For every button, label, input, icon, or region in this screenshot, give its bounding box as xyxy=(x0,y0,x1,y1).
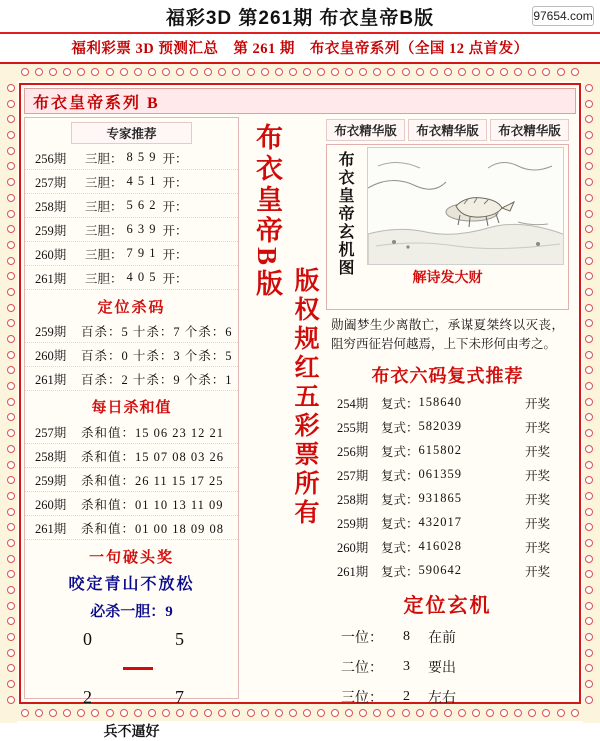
row-value: 931865 xyxy=(418,491,463,505)
row-period: 260期 xyxy=(35,348,67,363)
content-frame xyxy=(19,83,581,740)
row-value: 杀和值：15 06 23 12 21 xyxy=(81,425,225,440)
row-period: 254期 xyxy=(337,396,369,411)
right-column xyxy=(323,117,572,706)
row-label: 复式： xyxy=(381,540,419,555)
page-subtitle: 福利彩票 3D 预测汇总 第 261 期 布衣皇帝系列（全国 12 点首发） xyxy=(0,34,600,60)
row-label: 三胆： xyxy=(85,175,123,190)
row-value: 5 6 2 xyxy=(126,198,157,212)
row-label: 复式： xyxy=(381,564,419,579)
row-period: 261期 xyxy=(35,271,67,286)
grid-number: 7 xyxy=(175,687,184,707)
row-value: 432017 xyxy=(418,515,463,529)
xuanji-chart-box xyxy=(326,144,569,310)
list-item xyxy=(323,439,572,463)
row-period: 259期 xyxy=(35,324,67,339)
row-number: 8 xyxy=(403,628,410,644)
expert-heading: 专家推荐 xyxy=(71,122,192,144)
chart-caption: 解诗发大财 xyxy=(412,271,483,286)
list-item xyxy=(323,622,572,652)
row-word: 要出 xyxy=(428,660,456,676)
row-number: 2 xyxy=(403,688,410,704)
row-value: 百杀：0 十杀：3 个杀：5 xyxy=(81,348,233,363)
list-item xyxy=(25,420,238,444)
list-item xyxy=(25,170,238,194)
row-label: 复式： xyxy=(381,468,419,483)
row-value: 590642 xyxy=(418,563,463,577)
tab-jinghua-1[interactable]: 布衣精华版 xyxy=(326,119,405,141)
row-tail: 开： xyxy=(162,271,188,286)
row-label: 三胆： xyxy=(85,271,123,286)
row-period: 257期 xyxy=(35,175,67,190)
row-label: 复式： xyxy=(381,444,419,459)
row-word: 在前 xyxy=(428,630,456,646)
row-label: 三胆： xyxy=(85,199,123,214)
must-kill-value: 9 xyxy=(165,604,173,620)
row-value: 061359 xyxy=(418,467,463,481)
tab-jinghua-2[interactable]: 布衣精华版 xyxy=(408,119,487,141)
list-item xyxy=(25,444,238,468)
row-label: 复式： xyxy=(381,396,419,411)
row-open-label: 开奖 xyxy=(524,420,550,435)
row-period: 257期 xyxy=(35,425,67,440)
row-period: 255期 xyxy=(337,420,369,435)
list-item xyxy=(323,559,572,583)
list-item xyxy=(25,194,238,218)
row-period: 261期 xyxy=(35,372,67,387)
row-label: 三胆： xyxy=(85,247,123,262)
grid-number: 2 xyxy=(83,687,92,707)
row-period: 260期 xyxy=(35,247,67,262)
row-period: 259期 xyxy=(35,473,67,488)
row-value: 8 5 9 xyxy=(126,150,157,164)
row-period: 256期 xyxy=(337,444,369,459)
row-value: 杀和值：26 11 15 17 25 xyxy=(81,473,224,488)
list-item xyxy=(25,516,238,540)
vertical-title-copyright: 版权规红五彩票所有 xyxy=(291,267,318,528)
bottom-slogan: 兵不逼好 xyxy=(103,725,160,740)
row-period: 256期 xyxy=(35,151,67,166)
row-open-label: 开奖 xyxy=(524,564,550,579)
row-period: 261期 xyxy=(35,521,67,536)
row-open-label: 开奖 xyxy=(524,540,550,555)
vertical-title-main: 布衣皇帝B版 xyxy=(252,123,282,301)
dingwei-xuanji-list xyxy=(323,622,572,712)
list-item xyxy=(323,415,572,439)
oracle-poem: 勋阖梦生少离散亡，承谋夏桀终以灭丧，阻穷西征岩何越焉，上下未形何由考之。 xyxy=(331,318,564,351)
row-word: 左右 xyxy=(428,690,456,706)
must-kill-row xyxy=(25,600,238,621)
row-period: 258期 xyxy=(35,449,67,464)
left-column xyxy=(24,117,239,740)
list-item xyxy=(25,242,238,266)
row-value: 百杀：5 十杀：7 个杀：6 xyxy=(81,324,233,339)
list-item xyxy=(25,266,238,290)
list-item xyxy=(25,218,238,242)
fushi-title: 布衣六码复式推荐 xyxy=(371,365,524,386)
row-open-label: 开奖 xyxy=(524,516,550,531)
row-label: 复式： xyxy=(381,420,419,435)
row-open-label: 开奖 xyxy=(524,492,550,507)
row-value: 615802 xyxy=(418,443,463,457)
list-item xyxy=(323,511,572,535)
row-value: 百杀：2 十杀：9 个杀：1 xyxy=(81,372,233,387)
row-period: 258期 xyxy=(337,492,369,507)
row-position: 一位： xyxy=(341,630,383,646)
site-watermark: 97654.com xyxy=(532,6,594,26)
columns xyxy=(21,117,579,740)
middle-column xyxy=(239,117,323,699)
fushi-list xyxy=(323,391,572,583)
row-label: 复式： xyxy=(381,516,419,531)
row-position: 三位： xyxy=(341,690,383,706)
list-item xyxy=(323,652,572,682)
must-kill-label: 必杀一胆： xyxy=(90,604,166,620)
poster-body xyxy=(0,62,600,740)
row-value: 杀和值：01 00 18 09 08 xyxy=(81,521,225,536)
row-value: 4 0 5 xyxy=(126,270,157,284)
list-item xyxy=(323,391,572,415)
list-item xyxy=(323,535,572,559)
grid-number: 5 xyxy=(175,629,184,649)
row-value: 杀和值：01 10 13 11 09 xyxy=(81,497,224,512)
expert-list xyxy=(25,146,238,290)
row-value: 582039 xyxy=(418,419,463,433)
daily-kill-sum-title: 每日杀和值 xyxy=(91,400,172,416)
row-period: 258期 xyxy=(35,199,67,214)
row-tail: 开： xyxy=(162,151,188,166)
row-period: 257期 xyxy=(337,468,369,483)
row-open-label: 开奖 xyxy=(524,396,550,411)
divider-bar xyxy=(123,667,153,670)
row-value: 158640 xyxy=(418,395,463,409)
row-label: 三胆： xyxy=(85,223,123,238)
grid-number: 0 xyxy=(83,629,92,649)
tab-jinghua-3[interactable]: 布衣精华版 xyxy=(490,119,569,141)
row-tail: 开： xyxy=(162,175,188,190)
dingwei-xuanji-title: 定位玄机 xyxy=(403,594,492,617)
list-item xyxy=(323,463,572,487)
row-period: 259期 xyxy=(35,223,67,238)
right-tab-row xyxy=(326,119,569,141)
row-period: 259期 xyxy=(337,516,369,531)
row-open-label: 开奖 xyxy=(524,444,550,459)
row-period: 260期 xyxy=(337,540,369,555)
poem-title: 一句破头奖 xyxy=(88,550,174,566)
row-tail: 开： xyxy=(162,223,188,238)
poem-line: 咬定青山不放松 xyxy=(68,576,195,593)
list-item xyxy=(25,319,238,343)
row-label: 三胆： xyxy=(85,151,123,166)
row-tail: 开： xyxy=(162,199,188,214)
list-item xyxy=(323,682,572,712)
row-value: 7 9 1 xyxy=(126,246,157,260)
list-item xyxy=(323,487,572,511)
list-item xyxy=(25,343,238,367)
list-item xyxy=(25,367,238,391)
row-period: 260期 xyxy=(35,497,67,512)
dingwei-kill-title: 定位杀码 xyxy=(97,300,166,316)
top-dot-row xyxy=(18,68,582,76)
row-value: 杀和值：15 07 08 03 26 xyxy=(81,449,225,464)
page-title: 福彩3D 第261期 布衣皇帝B版 xyxy=(0,0,600,34)
row-open-label: 开奖 xyxy=(524,468,550,483)
row-value: 416028 xyxy=(418,539,463,553)
row-position: 二位： xyxy=(341,660,383,676)
row-value: 4 5 1 xyxy=(126,174,157,188)
xuanji-chart-title: 布衣皇帝玄机图 xyxy=(336,151,353,277)
row-tail: 开： xyxy=(162,247,188,262)
daily-kill-sum-list xyxy=(25,420,238,540)
left-dot-column xyxy=(4,84,18,704)
list-item xyxy=(25,492,238,516)
row-period: 261期 xyxy=(337,564,369,579)
list-item xyxy=(25,146,238,170)
xuanji-illustration xyxy=(367,147,564,265)
list-item xyxy=(25,468,238,492)
series-banner: 布衣皇帝系列 B xyxy=(24,88,576,114)
row-value: 6 3 9 xyxy=(126,222,157,236)
row-number: 3 xyxy=(403,658,410,674)
dingwei-kill-list xyxy=(25,319,238,391)
right-dot-column xyxy=(582,84,596,704)
row-label: 复式： xyxy=(381,492,419,507)
number-grid xyxy=(35,623,228,719)
